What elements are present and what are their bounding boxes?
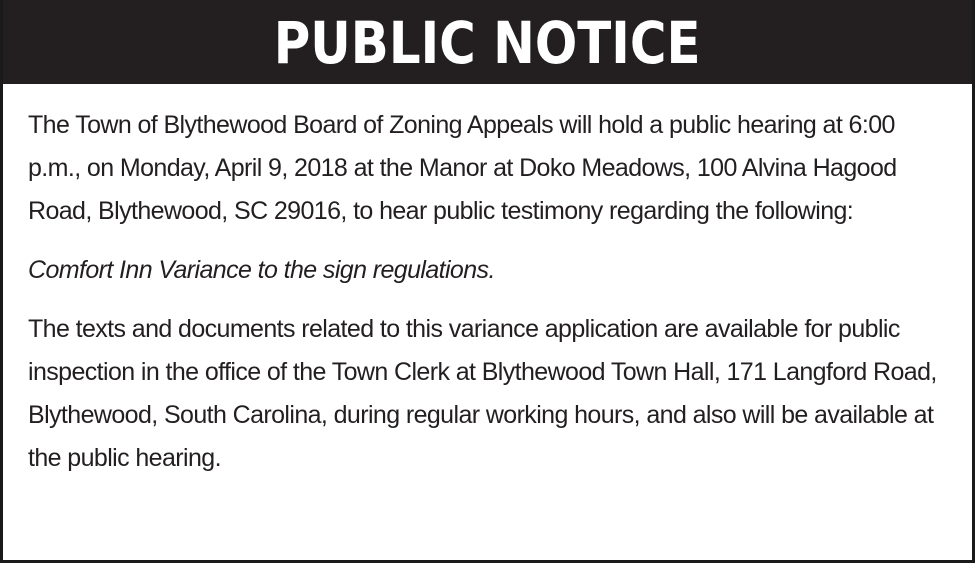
notice-body (3, 84, 972, 480)
notice-title: PUBLIC NOTICE (274, 9, 701, 77)
variance-subject-paragraph: Comfort Inn Variance to the sign regulations. (28, 256, 495, 284)
inspection-info-paragraph: The texts and documents related to this variance application are available for public inspection in the office of the Town Clerk at Blythewood Town Hall, 171 Langford Road, Blythewood, South Carolina, during regular working hours, and also will be available at the public hearing. (28, 315, 937, 472)
notice-header (3, 0, 972, 84)
hearing-announcement-paragraph: The Town of Blythewood Board of Zoning Appeals will hold a public hearing at 6:00 p.m., on Monday, April 9, 2018 at the Manor at Doko Meadows, 100 Alvina Hagood Road, Blythewood, SC 29016, to hear public testimony regarding the following: (28, 111, 897, 225)
